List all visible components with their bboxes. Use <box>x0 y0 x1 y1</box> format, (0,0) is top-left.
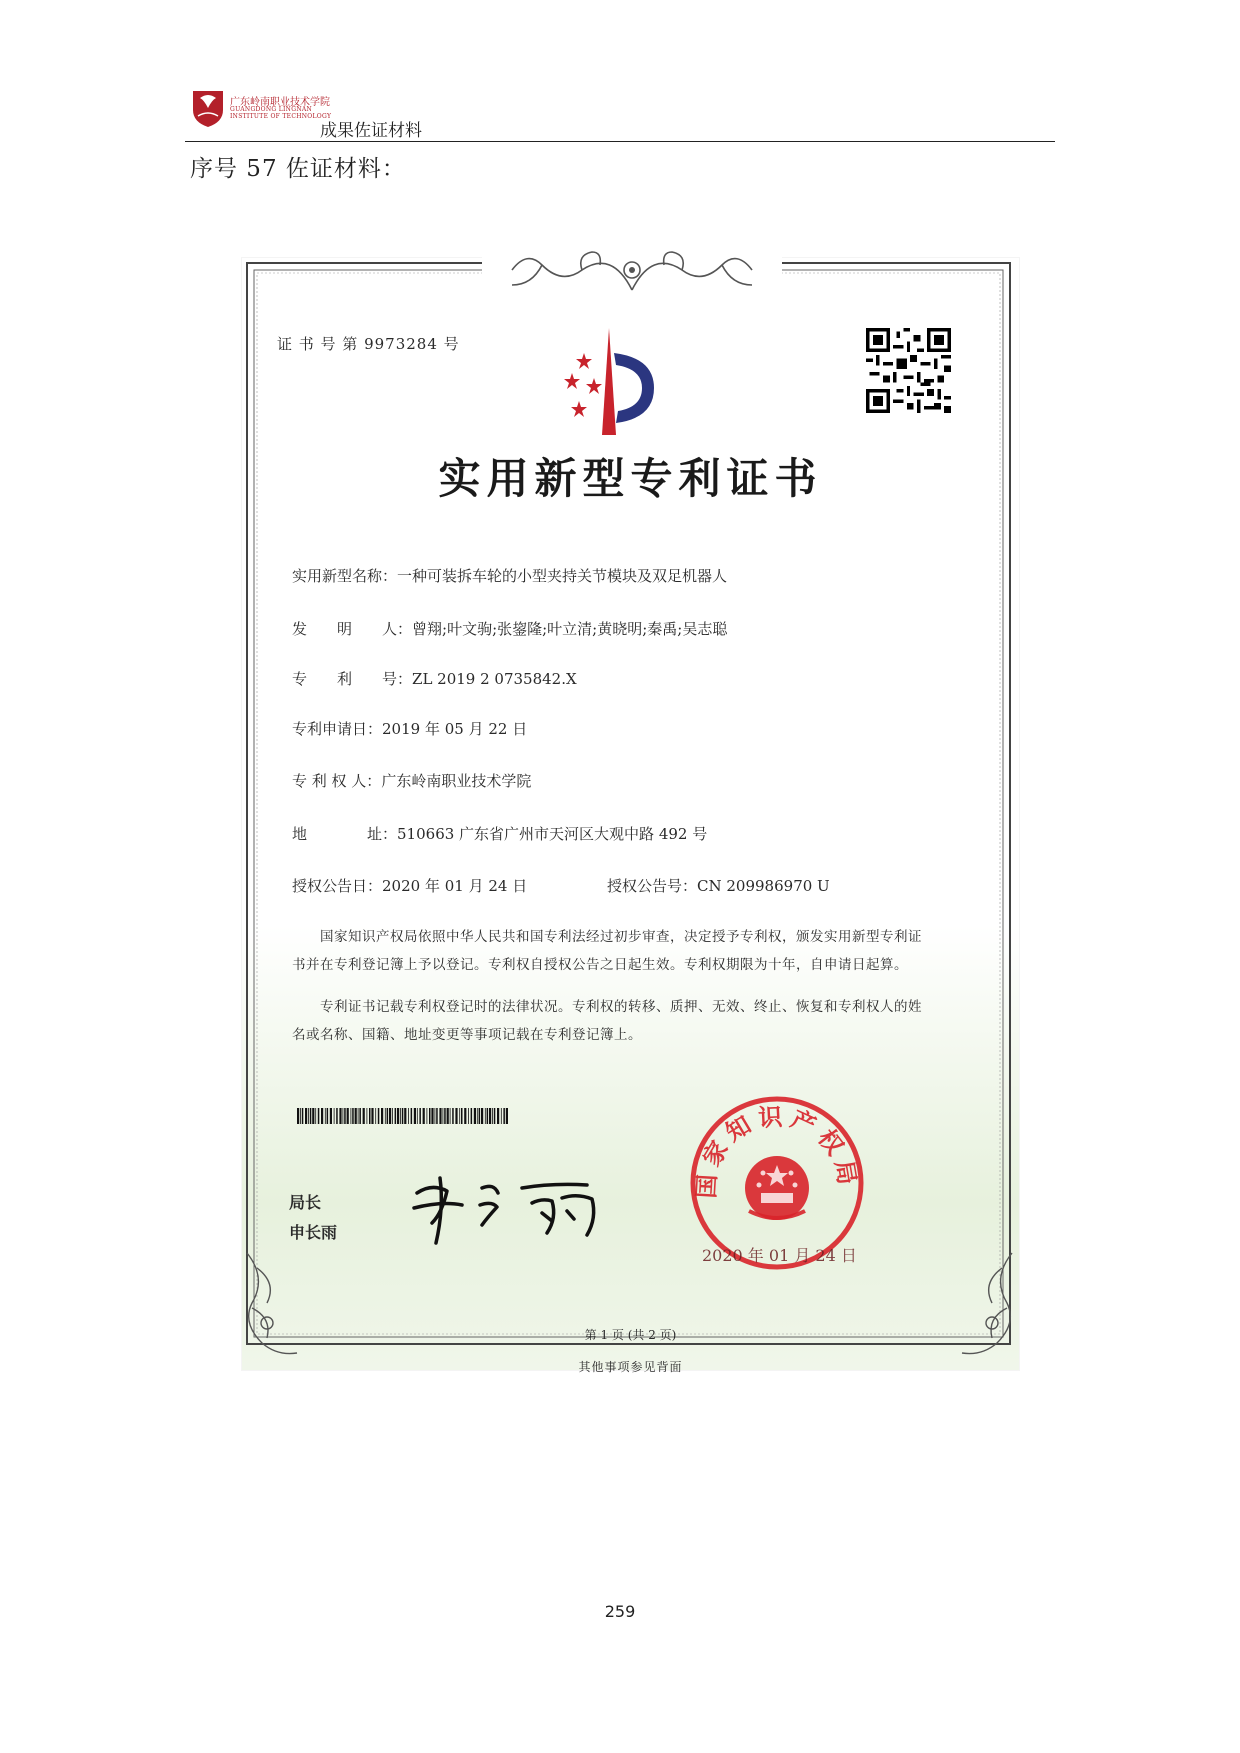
field-label: 专 利 号： <box>292 670 413 688</box>
certificate-number: 证 书 号 第 9973284 号 <box>277 335 460 353</box>
seal-date: 2020 年 01 月 24 日 <box>702 1246 857 1265</box>
page-number: 259 <box>604 1602 636 1621</box>
statement-text: 专利证书记载专利权登记时的法律状况。专利权的转移、质押、无效、终止、恢复和专利权人的姓名或名称、国籍、地址变更等事项记载在专利登记簿上。 <box>292 999 922 1043</box>
field-announcement-number <box>607 875 830 896</box>
field-address <box>292 823 707 844</box>
certificate-statement-2 <box>292 993 932 1049</box>
qr-code-icon[interactable] <box>866 328 951 413</box>
bottom-right-ornament-icon <box>942 1248 1022 1363</box>
field-patent-number <box>292 668 577 689</box>
bottom-left-ornament-icon <box>237 1248 317 1363</box>
header-divider <box>185 141 1055 142</box>
certificate-title: 实用新型专利证书 <box>438 454 823 503</box>
field-label: 专 利 权 人： <box>292 772 382 790</box>
cnipa-logo-icon <box>554 323 664 443</box>
field-utility-model-name <box>292 565 727 586</box>
patent-certificate <box>242 258 1019 1374</box>
field-announcement-date <box>292 875 527 896</box>
field-value: 广东岭南职业技术学院 <box>381 772 532 790</box>
field-value: 510663 广东省广州市天河区大观中路 492 号 <box>397 825 708 843</box>
svg-text:国家知识产权局: 国家知识产权局 <box>692 1102 863 1200</box>
school-name-cn: 广东岭南职业技术学院 <box>230 97 330 108</box>
header-title: 成果佐证材料 <box>320 121 422 141</box>
school-name-en-line2: INSTITUTE OF TECHNOLOGY <box>230 113 332 120</box>
field-value: 2019 年 05 月 22 日 <box>382 720 528 738</box>
field-label: 专利申请日： <box>292 720 383 738</box>
field-label: 地 址： <box>292 825 398 843</box>
certificate-page-mark: 第 1 页 (共 2 页) <box>584 1328 677 1342</box>
field-value: 2020 年 01 月 24 日 <box>382 877 528 895</box>
field-label: 发 明 人： <box>292 620 413 638</box>
field-patentee <box>292 770 531 791</box>
field-label: 授权公告号： <box>607 877 698 895</box>
director-name: 申长雨 <box>289 1223 338 1242</box>
field-label: 授权公告日： <box>292 877 383 895</box>
certificate-statement-1 <box>292 923 932 979</box>
field-value: ZL 2019 2 0735842.X <box>412 670 577 688</box>
field-value: 一种可装拆车轮的小型夹持关节模块及双足机器人 <box>397 567 728 585</box>
director-title: 局长 <box>289 1193 322 1212</box>
field-filing-date <box>292 718 527 739</box>
school-name-en-line1: GUANGDONG LINGNAN <box>230 106 313 113</box>
field-inventors <box>292 618 727 639</box>
field-value: CN 209986970 U <box>697 877 830 895</box>
field-value: 曾翔;叶文驹;张鋆隆;叶立清;黄晓明;秦禹;吴志聪 <box>412 620 728 638</box>
field-label: 实用新型名称： <box>292 567 398 585</box>
statement-text: 国家知识产权局依照中华人民共和国专利法经过初步审查，决定授予专利权，颁发实用新型专利证书并在专利登记簿上予以登记。专利权自授权公告之日起生效。专利权期限为十年，自申请日起算。 <box>292 929 922 973</box>
top-ornament-icon <box>482 240 782 300</box>
evidence-caption: 序号 57 佐证材料： <box>190 156 406 182</box>
school-logo <box>190 88 226 128</box>
director-signature-icon <box>402 1173 617 1248</box>
certificate-back-note: 其他事项参见背面 <box>578 1360 683 1374</box>
barcode-icon <box>297 1108 509 1124</box>
